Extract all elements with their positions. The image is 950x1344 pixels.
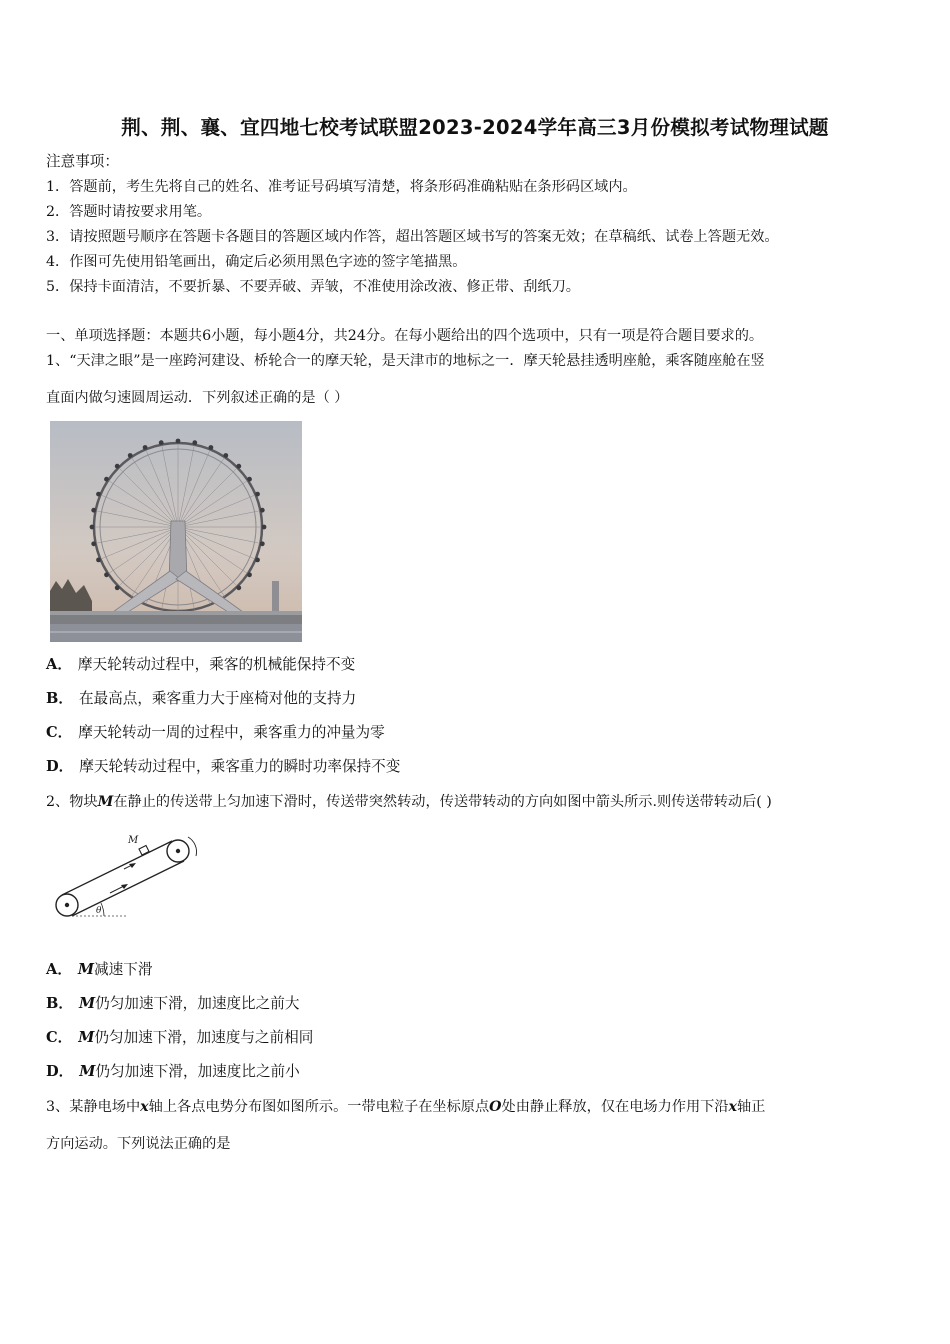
option-c — [46, 723, 385, 743]
option-label: D． — [46, 758, 74, 775]
option-label: C． — [46, 1029, 73, 1046]
option-text: 仍匀加速下滑，加速度比之前大 — [95, 995, 300, 1012]
conveyor-belt-diagram — [48, 823, 208, 923]
notice-item: 1．答题前，考生先将自己的姓名、准考证号码填写清楚，将条形码准确粘贴在条形码区域内。 — [46, 179, 637, 195]
option-d — [46, 757, 400, 777]
q3-part: 轴上各点电势分布图如图所示。一带电粒子在坐标原点 — [148, 1099, 490, 1115]
notice-item: 5．保持卡面清洁，不要折暴、不要弄破、弄皱，不准使用涂改液、修正带、刮纸刀。 — [46, 279, 580, 295]
option-label: B． — [46, 690, 73, 707]
option-var: M — [78, 995, 96, 1012]
option-b — [46, 689, 356, 709]
option-label: A． — [46, 961, 72, 978]
option-text: 减速下滑 — [94, 961, 153, 978]
option-var: M — [78, 1029, 95, 1046]
option-var: M — [79, 1063, 96, 1080]
notice-item: 4．作图可先使用铅笔画出，确定后必须用黑色字迹的签字笔描黑。 — [46, 254, 467, 270]
question-2-text — [46, 792, 772, 812]
option-text: 在最高点，乘客重力大于座椅对他的支持力 — [78, 690, 357, 707]
option-a — [46, 655, 355, 675]
notice-item: 2．答题时请按要求用笔。 — [46, 204, 212, 220]
option-label: B． — [46, 995, 73, 1012]
q3-part: 轴正 — [736, 1099, 766, 1115]
option-label: C． — [46, 724, 73, 741]
option-text: 摩天轮转动过程中，乘客的机械能保持不变 — [77, 656, 356, 673]
option-label: A． — [46, 656, 72, 673]
option-text: 摩天轮转动一周的过程中，乘客重力的冲量为零 — [78, 724, 385, 741]
notice-heading: 注意事项： — [46, 153, 119, 170]
q3-var-x: x — [728, 1099, 737, 1115]
page-title: 荆、荆、襄、宜四地七校考试联盟2023-2024学年高三3月份模拟考试物理试题 — [121, 116, 829, 139]
option-label: D． — [46, 1063, 74, 1080]
question-1-text: 1、“天津之眼”是一座跨河建设、桥轮合一的摩天轮，是天津市的地标之一．摩天轮悬挂透明座舱，乘客随座舱在竖 — [46, 353, 765, 369]
question-3-text-cont: 方向运动。下列说法正确的是 — [46, 1136, 231, 1152]
q3-var-o: O — [489, 1099, 502, 1115]
option-var: M — [77, 961, 95, 978]
question-3-text — [46, 1097, 765, 1117]
option-b — [46, 994, 299, 1014]
block-label: M — [128, 835, 139, 846]
q3-part: 3、某静电场中 — [46, 1099, 141, 1115]
ferris-wheel-photo — [50, 421, 302, 642]
question-1-text-cont: 直面内做匀速圆周运动．下列叙述正确的是（ ） — [46, 390, 349, 406]
option-text: 仍匀加速下滑，加速度比之前小 — [95, 1063, 300, 1080]
q2-var: M — [97, 794, 114, 810]
option-text: 仍匀加速下滑，加速度与之前相同 — [94, 1029, 314, 1046]
q2-rest: 在静止的传送带上匀加速下滑时，传送带突然转动，传送带转动的方向如图中箭头所示.则传送带转动后( ) — [113, 794, 772, 810]
option-text: 摩天轮转动过程中，乘客重力的瞬时功率保持不变 — [79, 758, 401, 775]
option-c — [46, 1028, 313, 1048]
angle-label: θ — [96, 906, 102, 916]
notice-item: 3．请按照题号顺序在答题卡各题目的答题区域内作答，超出答题区域书写的答案无效；在草稿纸、试卷上答题无效。 — [46, 229, 779, 245]
q3-var-x: x — [140, 1099, 149, 1115]
option-d — [46, 1062, 300, 1082]
section-heading: 一、单项选择题：本题共6小题，每小题4分，共24分。在每小题给出的四个选项中，只有一项是符合题目要求的。 — [46, 328, 764, 344]
q2-prefix: 2、物块 — [46, 794, 98, 810]
q3-part: 处由静止释放，仅在电场力作用下沿 — [501, 1099, 729, 1115]
option-a — [46, 960, 152, 980]
